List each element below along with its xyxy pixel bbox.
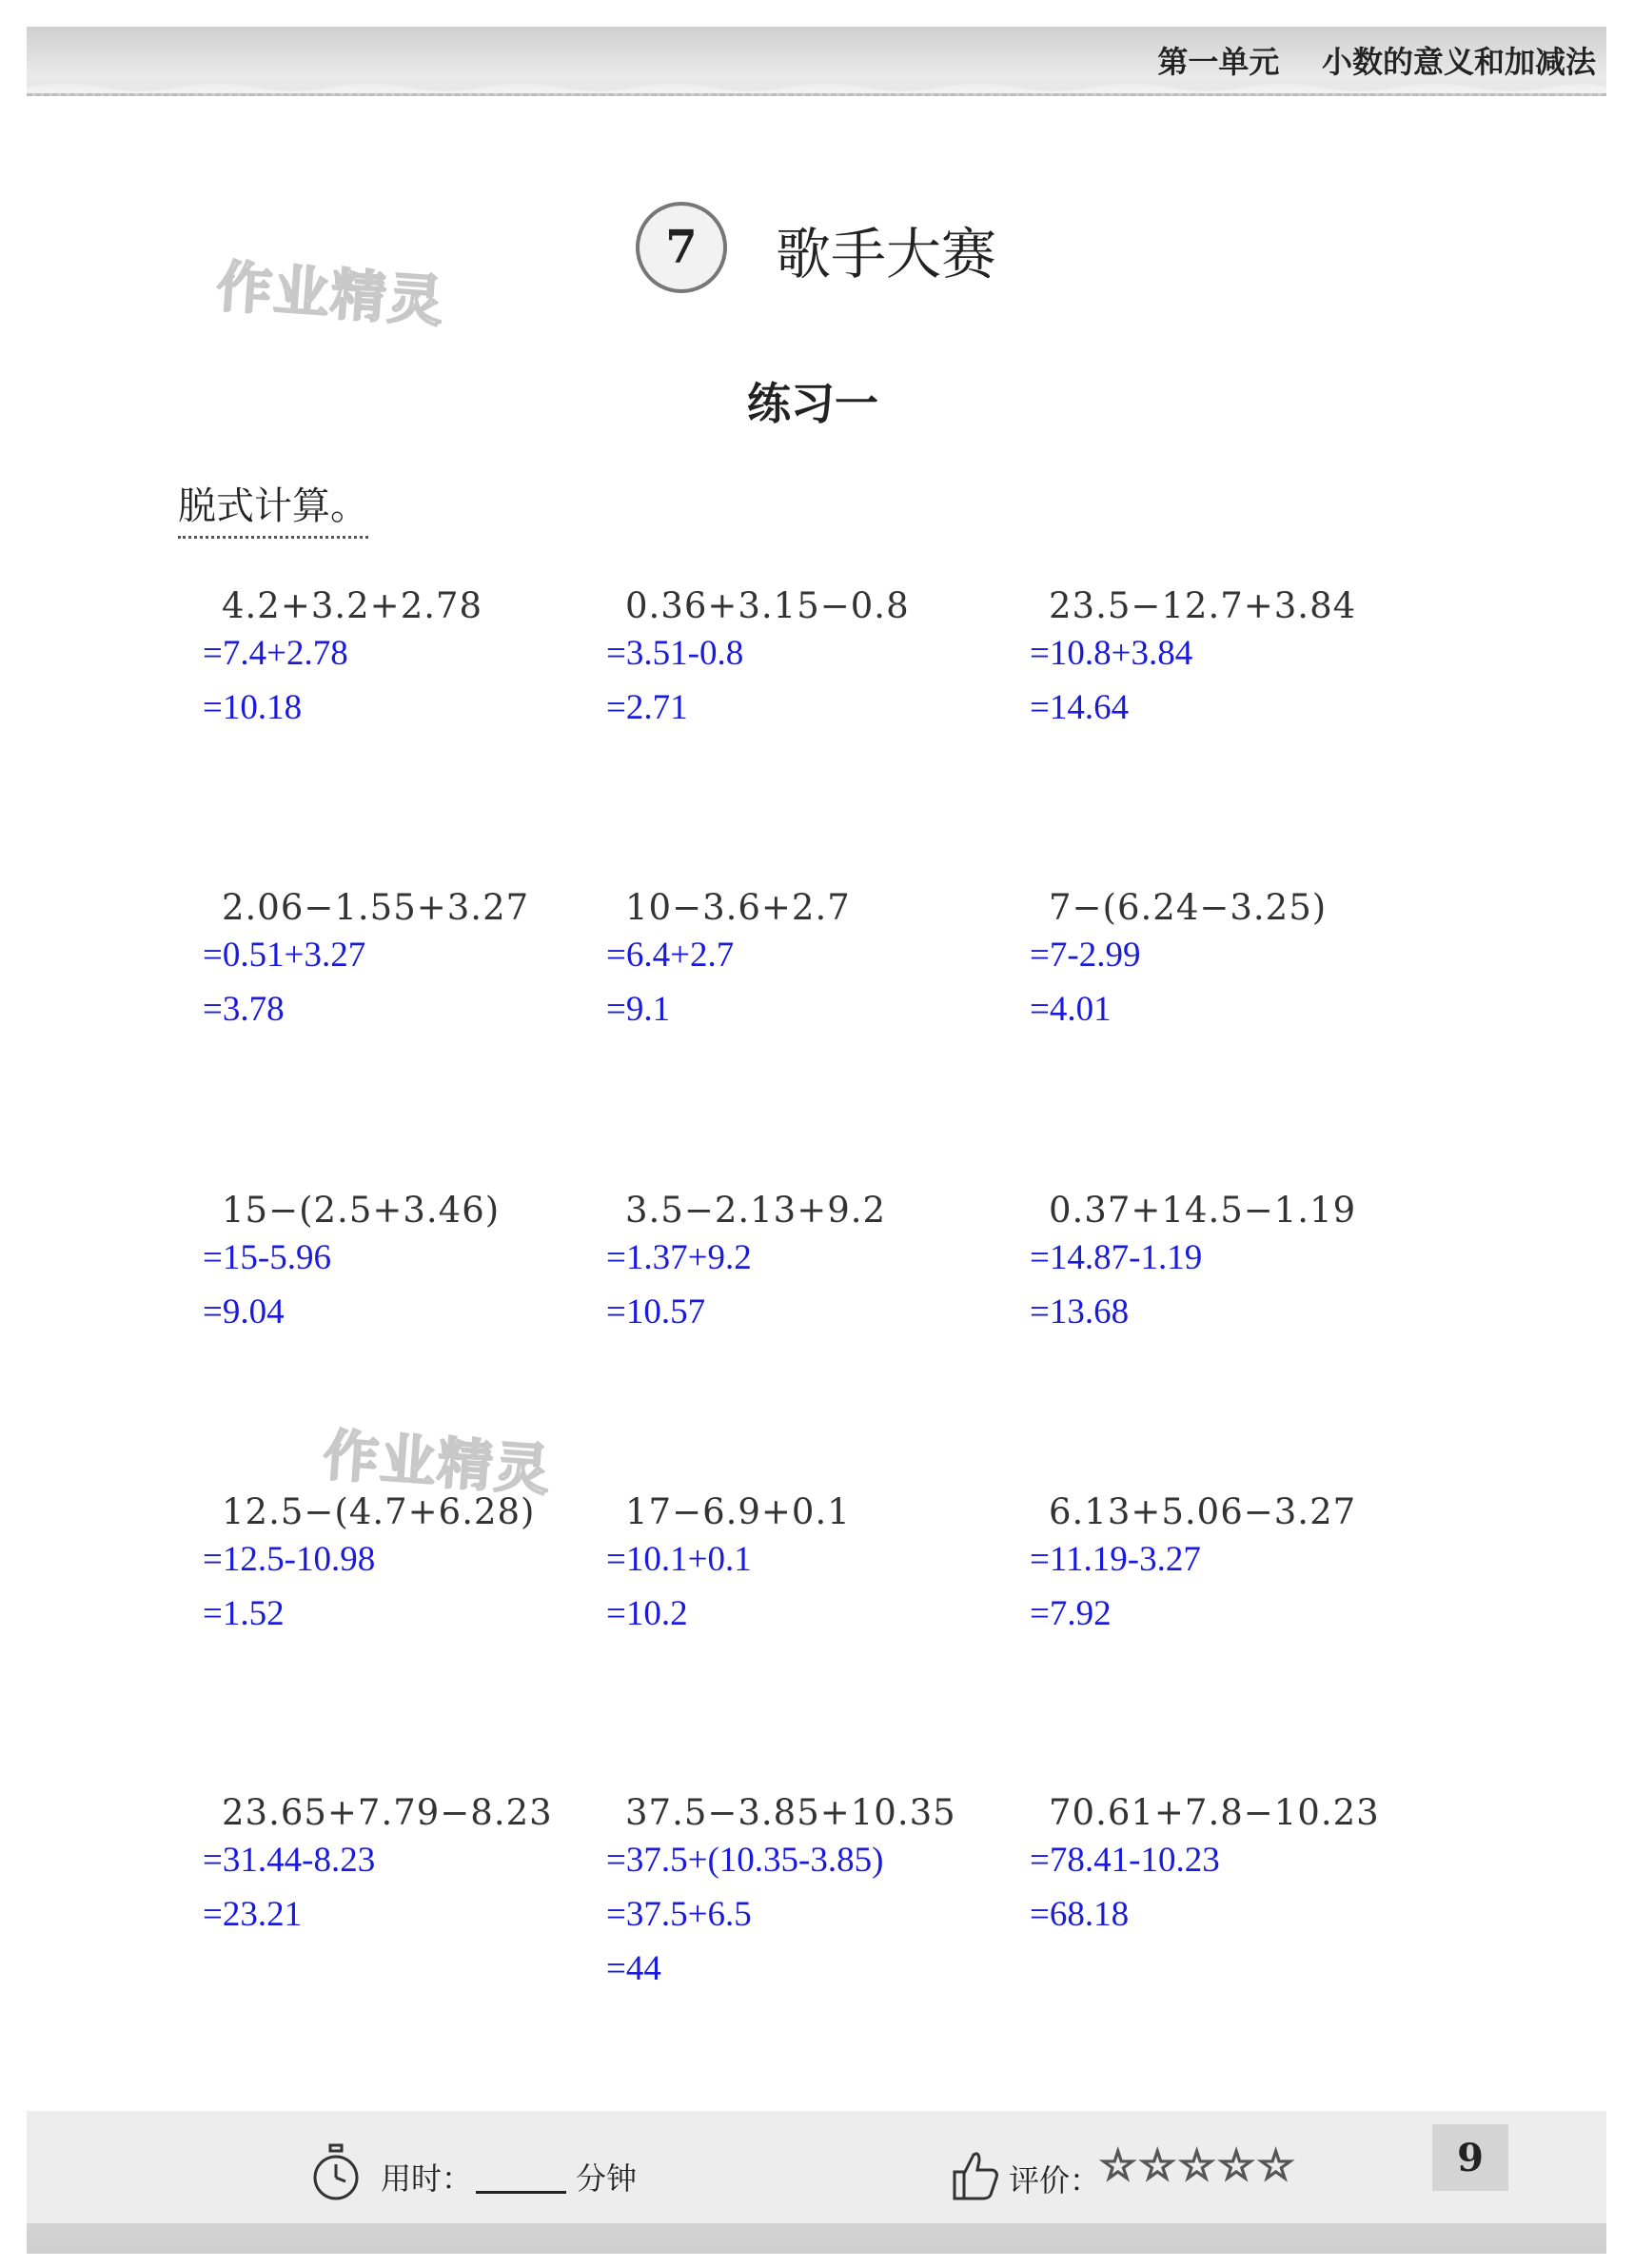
- solution-step: =7-2.99: [1030, 936, 1141, 975]
- problem-expression: 17−6.9+0.1: [625, 1491, 851, 1532]
- solution-step: =10.18: [203, 688, 303, 727]
- problem-8: [606, 1190, 1044, 1346]
- star-icon[interactable]: ☆: [1217, 2141, 1255, 2190]
- solution-step: =15-5.96: [203, 1238, 331, 1277]
- solution-step: =78.41-10.23: [1030, 1841, 1220, 1880]
- header-wave-decoration: [27, 80, 1606, 107]
- solution-step: =1.37+9.2: [606, 1238, 752, 1277]
- solution-step: =9.1: [606, 990, 671, 1029]
- solution-step: =1.52: [203, 1594, 285, 1633]
- rating-stars: [1099, 2141, 1295, 2190]
- solution-step: =10.8+3.84: [1030, 634, 1193, 673]
- solution-step: =6.4+2.7: [606, 936, 735, 975]
- problem-expression: 4.2+3.2+2.78: [222, 585, 483, 626]
- solution-step: =10.2: [606, 1594, 688, 1633]
- star-icon[interactable]: ☆: [1177, 2141, 1216, 2190]
- instruction: 脱式计算。: [178, 476, 368, 539]
- solution-step: =31.44-8.23: [203, 1841, 376, 1880]
- problem-9: [1030, 1190, 1467, 1346]
- solution-step: =37.5+6.5: [606, 1895, 752, 1934]
- solution-step: =7.4+2.78: [203, 634, 348, 673]
- problem-2: [606, 585, 1044, 741]
- problem-5: [606, 887, 1044, 1043]
- solution-step: =44: [606, 1949, 661, 1988]
- problem-10: [203, 1491, 640, 1647]
- time-blank: [476, 2153, 566, 2194]
- problem-expression: 37.5−3.85+10.35: [625, 1792, 956, 1833]
- solution-step: =11.19-3.27: [1030, 1540, 1201, 1579]
- watermark: 作业精灵: [214, 253, 447, 335]
- stopwatch-icon: [309, 2143, 363, 2204]
- solution-step: =4.01: [1030, 990, 1112, 1029]
- problem-expression: 3.5−2.13+9.2: [625, 1190, 887, 1231]
- lesson-number-badge: 7: [636, 202, 727, 293]
- problem-6: [1030, 887, 1467, 1043]
- problem-expression: 23.5−12.7+3.84: [1049, 585, 1357, 626]
- solution-step: =14.64: [1030, 688, 1130, 727]
- page-number: 9: [1432, 2124, 1508, 2191]
- unit-title: 第一单元 小数的意义和加减法: [1157, 44, 1596, 80]
- problem-expression: 0.36+3.15−0.8: [625, 585, 910, 626]
- solution-step: =3.78: [203, 990, 285, 1029]
- problem-1: [203, 585, 640, 741]
- solution-step: =7.92: [1030, 1594, 1112, 1633]
- exercise-title: 练习一: [747, 378, 878, 429]
- rating-label: 评价：: [1009, 2162, 1101, 2199]
- problem-4: [203, 887, 640, 1043]
- solution-step: =0.51+3.27: [203, 936, 366, 975]
- solution-step: =9.04: [203, 1292, 285, 1331]
- problem-14: [606, 1792, 1044, 2002]
- solution-step: =13.68: [1030, 1292, 1130, 1331]
- problem-3: [1030, 585, 1467, 741]
- time-label: 用时：: [381, 2160, 473, 2197]
- solution-step: =14.87-1.19: [1030, 1238, 1203, 1277]
- footer-band: [27, 2111, 1606, 2254]
- problem-expression: 6.13+5.06−3.27: [1049, 1491, 1357, 1532]
- time-unit: 分钟: [576, 2160, 638, 2197]
- solution-step: =10.57: [606, 1292, 706, 1331]
- thumbs-up-icon: [947, 2143, 1000, 2204]
- solution-step: =3.51-0.8: [606, 634, 744, 673]
- solution-step: =68.18: [1030, 1895, 1130, 1934]
- star-icon[interactable]: ☆: [1099, 2141, 1137, 2190]
- problem-7: [203, 1190, 640, 1346]
- problem-15: [1030, 1792, 1467, 1948]
- problem-expression: 12.5−(4.7+6.28): [222, 1491, 536, 1532]
- problem-expression: 0.37+14.5−1.19: [1049, 1190, 1357, 1231]
- problem-expression: 2.06−1.55+3.27: [222, 887, 530, 928]
- problem-expression: 70.61+7.8−10.23: [1049, 1792, 1380, 1833]
- solution-step: =12.5-10.98: [203, 1540, 376, 1579]
- problem-11: [606, 1491, 1044, 1647]
- solution-step: =10.1+0.1: [606, 1540, 752, 1579]
- solution-step: =2.71: [606, 688, 688, 727]
- footer-band-inner: [27, 2111, 1606, 2223]
- problem-expression: 7−(6.24−3.25): [1049, 887, 1328, 928]
- problem-expression: 10−3.6+2.7: [625, 887, 851, 928]
- star-icon[interactable]: ☆: [1256, 2141, 1295, 2190]
- solution-step: =23.21: [203, 1895, 303, 1934]
- watermark: 作业精灵: [321, 1422, 554, 1504]
- star-icon[interactable]: ☆: [1138, 2141, 1176, 2190]
- lesson-title: 歌手大赛: [776, 222, 997, 286]
- problem-13: [203, 1792, 640, 1948]
- problem-expression: 23.65+7.79−8.23: [222, 1792, 553, 1833]
- solution-step: =37.5+(10.35-3.85): [606, 1841, 884, 1880]
- problem-12: [1030, 1491, 1467, 1647]
- problem-expression: 15−(2.5+3.46): [222, 1190, 501, 1231]
